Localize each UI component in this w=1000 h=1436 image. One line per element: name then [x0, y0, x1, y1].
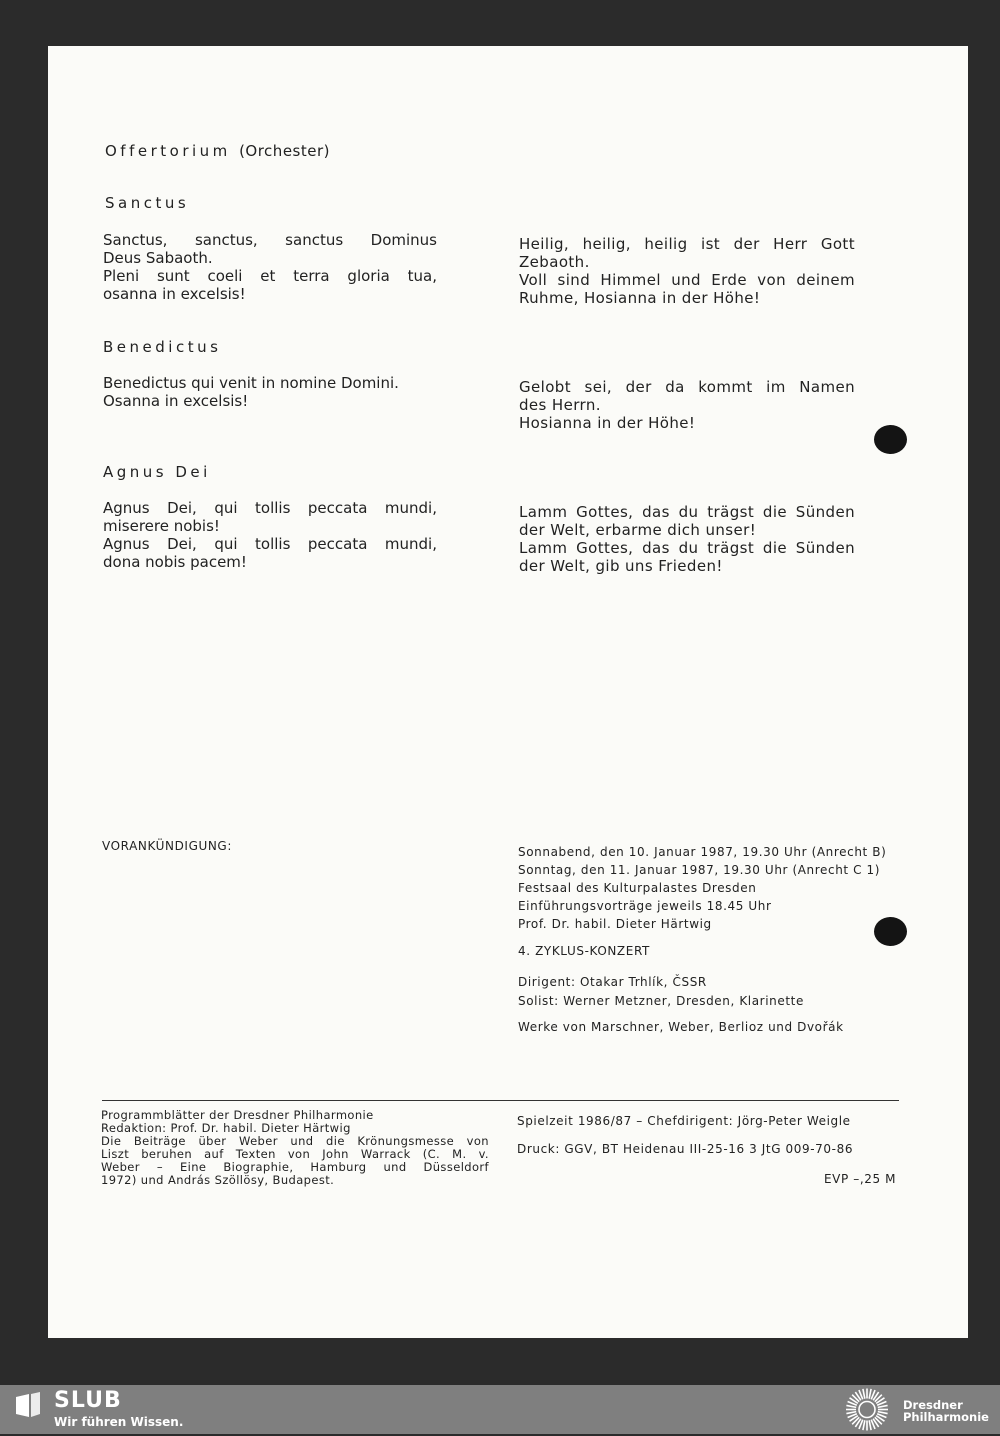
announcement-conductor: Dirigent: Otakar Trhlík, ČSSR: [518, 975, 707, 989]
text-line: osanna in excelsis!: [103, 285, 246, 303]
benedictus-heading: Benedictus: [103, 338, 222, 356]
philharmonie-sunburst-icon: [842, 1387, 892, 1432]
offertorium-title: Offertorium: [105, 142, 231, 160]
announcement-soloist: Solist: Werner Metzner, Dresden, Klarinette: [518, 994, 804, 1008]
announcement-details: [518, 843, 886, 933]
text-line: Pleni sunt coeli et terra gloria tua,: [103, 267, 437, 285]
punch-hole: [874, 425, 907, 454]
text-line: Sanctus, sanctus, sanctus Dominus: [103, 231, 437, 249]
text-line: Hosianna in der Höhe!: [519, 414, 696, 432]
text-line: der Welt, gib uns Frieden!: [519, 557, 723, 575]
text-line: Liszt beruhen auf Texten von John Warrack (C. M. v.: [101, 1147, 489, 1161]
footer-credits: [101, 1109, 489, 1187]
agnus-dei-german: [519, 503, 855, 575]
philharmonie-logo-text: [903, 1399, 989, 1423]
benedictus-latin: [103, 374, 437, 410]
announcement-date-line: Sonntag, den 11. Januar 1987, 19.30 Uhr (Anrecht C 1): [518, 863, 881, 877]
slub-logo-text: SLUB: [54, 1388, 122, 1413]
text-line: 1972) und András Szöllösy, Budapest.: [101, 1173, 335, 1187]
text-line: Redaktion: Prof. Dr. habil. Dieter Härtwig: [101, 1121, 351, 1135]
text-line: Agnus Dei, qui tollis peccata mundi,: [103, 535, 437, 553]
text-line: Osanna in excelsis!: [103, 392, 249, 410]
footer-print: Druck: GGV, BT Heidenau III-25-16 3 JtG 009-70-86: [517, 1142, 854, 1156]
text-line: Heilig, heilig, heilig ist der Herr Gott: [519, 235, 855, 253]
offertorium-paren: (Orchester): [239, 142, 330, 160]
announcement-intro-talk: Einführungsvorträge jeweils 18.45 Uhr: [518, 899, 772, 913]
sanctus-heading: Sanctus: [105, 194, 190, 212]
bottom-bar: [0, 1385, 1000, 1434]
text-line: Lamm Gottes, das du trägst die Sünden: [519, 503, 855, 521]
text-line: der Welt, erbarme dich unser!: [519, 521, 757, 539]
announcement-concert: 4. ZYKLUS-KONZERT: [518, 944, 650, 958]
text-line: Ruhme, Hosianna in der Höhe!: [519, 289, 761, 307]
program-page: [48, 46, 968, 1338]
text-line: Voll sind Himmel und Erde von deinem: [519, 271, 855, 289]
agnus-dei-heading: Agnus Dei: [103, 463, 211, 481]
text-line: Benedictus qui venit in nomine Domini.: [103, 374, 399, 392]
sanctus-latin: [103, 231, 437, 303]
benedictus-german: [519, 378, 855, 432]
text-line: miserere nobis!: [103, 517, 220, 535]
text-line: Gelobt sei, der da kommt im Namen: [519, 378, 855, 396]
text-line: Zebaoth.: [519, 253, 590, 271]
text-line: dona nobis pacem!: [103, 553, 247, 571]
philharmonie-line1: Dresdner: [903, 1398, 963, 1412]
footer-price: EVP –,25 M: [824, 1172, 897, 1186]
text-line: Deus Sabaoth.: [103, 249, 213, 267]
text-line: Lamm Gottes, das du trägst die Sünden: [519, 539, 855, 557]
footer-season: Spielzeit 1986/87 – Chefdirigent: Jörg-Peter Weigle: [517, 1114, 851, 1128]
divider-rule: [102, 1100, 899, 1101]
announcement-speaker: Prof. Dr. habil. Dieter Härtwig: [518, 917, 712, 931]
slub-tagline: Wir führen Wissen.: [54, 1415, 184, 1429]
text-line: Agnus Dei, qui tollis peccata mundi,: [103, 499, 437, 517]
agnus-dei-latin: [103, 499, 437, 571]
text-line: Weber – Eine Biographie, Hamburg und Düsseldorf: [101, 1160, 489, 1174]
offertorium-heading: [105, 142, 330, 160]
announcement-venue: Festsaal des Kulturpalastes Dresden: [518, 881, 757, 895]
text-line: Programmblätter der Dresdner Philharmonie: [101, 1108, 374, 1122]
announcement-label: VORANKÜNDIGUNG:: [102, 839, 232, 853]
philharmonie-line2: Philharmonie: [903, 1410, 989, 1424]
text-line: Die Beiträge über Weber und die Krönungsmesse von: [101, 1134, 489, 1148]
text-line: des Herrn.: [519, 396, 601, 414]
announcement-date-line: Sonnabend, den 10. Januar 1987, 19.30 Uhr (Anrecht B): [518, 845, 887, 859]
announcement-works: Werke von Marschner, Weber, Berlioz und Dvořák: [518, 1020, 844, 1034]
announcement-performers: [518, 973, 804, 1011]
slub-book-icon: [14, 1390, 42, 1422]
sanctus-german: [519, 235, 855, 307]
